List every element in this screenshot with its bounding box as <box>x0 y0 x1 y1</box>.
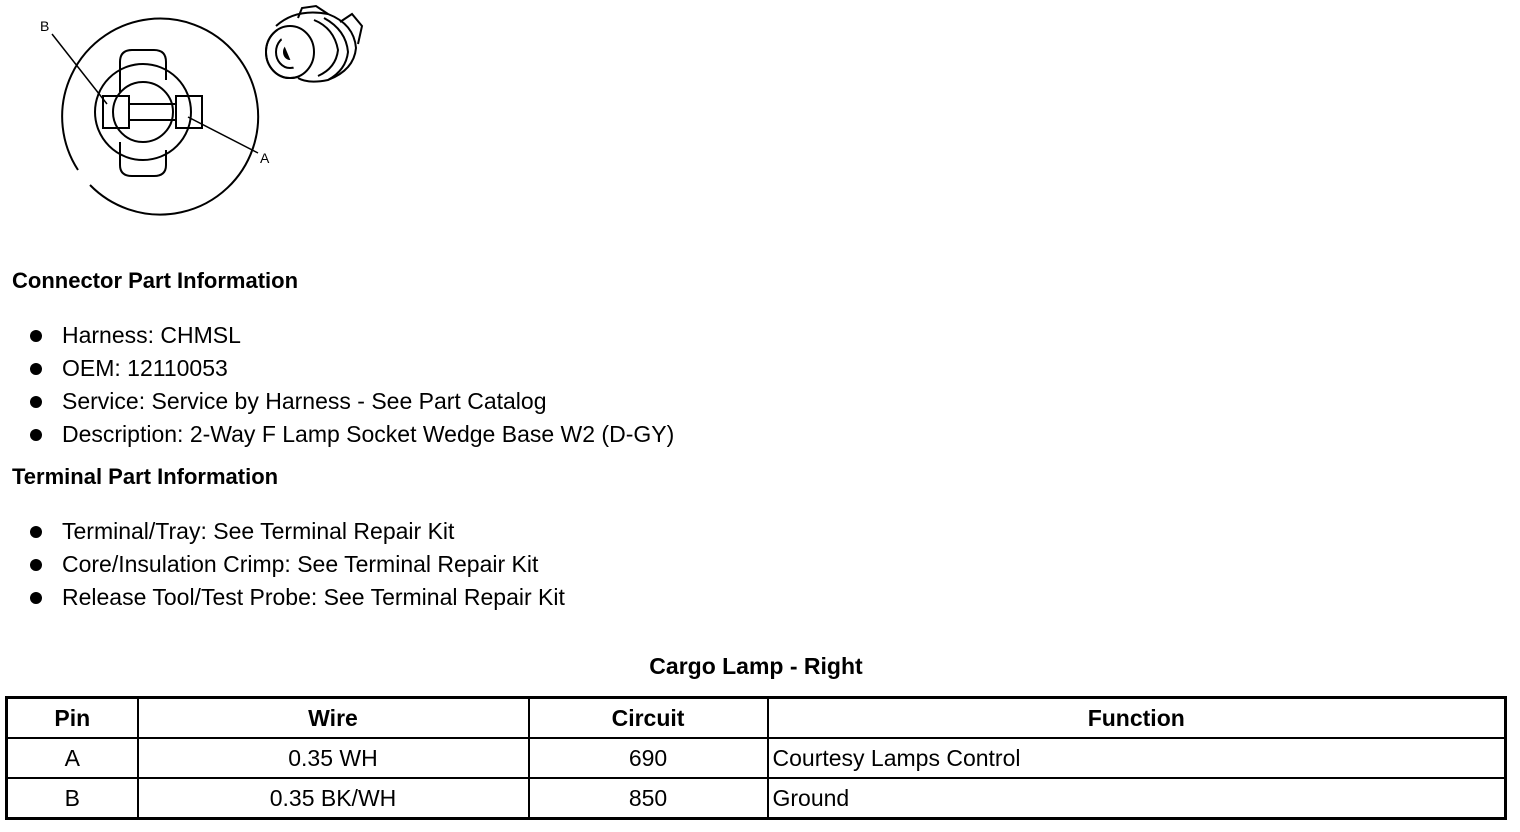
wire-cell: 0.35 WH <box>138 738 529 778</box>
circuit-cell: 690 <box>529 738 768 778</box>
callout-b-label: B <box>40 18 50 34</box>
circuit-cell: 850 <box>529 778 768 819</box>
table-header-row <box>7 698 1506 739</box>
list-item: Service: Service by Harness - See Part Catalog <box>28 385 674 418</box>
list-item: Core/Insulation Crimp: See Terminal Repair Kit <box>28 548 565 581</box>
table-title: Cargo Lamp - Right <box>649 653 863 679</box>
pin-cell: A <box>7 738 138 778</box>
list-item: Harness: CHMSL <box>28 319 674 352</box>
connector-outer-ring <box>62 19 258 215</box>
callout-a-label: A <box>260 150 270 166</box>
callout-b-leader <box>52 34 107 104</box>
table-row <box>7 738 1506 778</box>
terminal-part-info-heading: Terminal Part Information <box>12 464 279 489</box>
table-row <box>7 778 1506 819</box>
function-cell: Courtesy Lamps Control <box>768 738 1506 778</box>
list-item: OEM: 12110053 <box>28 352 674 385</box>
column-header-function: Function <box>768 698 1506 739</box>
list-item: Terminal/Tray: See Terminal Repair Kit <box>28 515 565 548</box>
column-header-wire: Wire <box>138 698 529 739</box>
terminal-part-info-list <box>28 515 565 614</box>
function-cell: Ground <box>768 778 1506 819</box>
connector-part-info-list <box>28 319 674 451</box>
connector-part-info-heading: Connector Part Information <box>12 268 299 293</box>
list-item: Description: 2-Way F Lamp Socket Wedge Base W2 (D-GY) <box>28 418 674 451</box>
pin-cell: B <box>7 778 138 819</box>
wire-cell: 0.35 BK/WH <box>138 778 529 819</box>
column-header-circuit: Circuit <box>529 698 768 739</box>
socket-3d-view <box>266 6 362 82</box>
connector-illustration <box>30 0 390 220</box>
callout-a-leader <box>188 117 258 153</box>
list-item: Release Tool/Test Probe: See Terminal Repair Kit <box>28 581 565 614</box>
pin-table <box>5 696 1507 820</box>
column-header-pin: Pin <box>7 698 138 739</box>
